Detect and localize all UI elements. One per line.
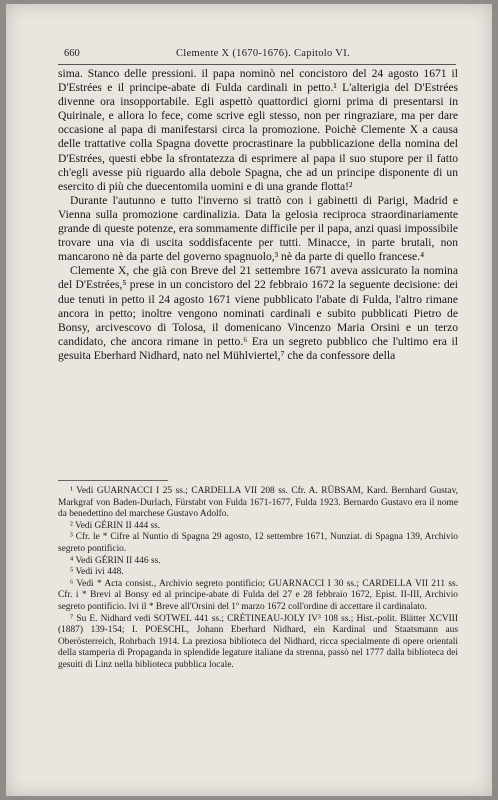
paragraph-1: sima. Stanco delle pressioni. il papa nominò nel concistoro del 24 agosto 1671 il D'Estrées e il principe-abate di Fulda cardinali in petto.¹ L'alterigia del D'Estrées divenne ora insopportabile. Egli aspettò quattordici giorni prima di presentarsi in Quirinale, e allora lo fece, come scrive egli stesso, non per ringraziare, ma per dare occasione al papa di manifestarsi circa la promozione. Poichè Clemente X a causa delle trattative colla Spagna dovette procrastinare la pubblicazione della nomina del D'Estrées, questi ebbe la sfrontatezza di esprimere al papa il suo stupore per il fatto ch'egli avesse più riguardo alla debole Spagna, che ad un principe disponente di un esercito di più che duecentomila uomini e di una grande flotta!² <box>58 67 458 193</box>
footnote-6: ⁶ Vedi * Acta consist., Archivio segreto pontificio; GUARNACCI I 30 ss.; CARDELLA VII 211 ss. Cfr. i * Brevi al Bonsy ed al principe-abate di Fulda del 27 e 28 febbraio 1672, Epist. II-III, Archivio segreto pontificio. Ivi il * Breve all'Orsini del 1º marzo 1672 coll'ordine di accettare il cardinalato. <box>58 578 458 612</box>
paragraph-3: Clemente X, che già con Breve del 21 settembre 1671 aveva assicurato la nomina del D'Estrées,⁵ prese in un concistoro del 22 febbraio 1672 la seguente decisione: dei due tenuti in petto il 24 agosto 1671 viene pubblicato l'abate di Fulda, l'altro rimane ancora in petto; inoltre vengono nominati cardinali e subito pubblicati Pietro de Bonsy, arcivescovo di Tolosa, il domenicano Vincenzo Maria Orsini e un terzo candidato, che ancora rimane in petto.⁶ Era un segreto pubblico che l'ultimo era il gesuita Eberhard Nidhard, nato nel Mühlviertel,⁷ che da confessore della <box>58 264 458 362</box>
footnote-7: ⁷ Su E. Nidhard vedi SOTWEL 441 ss.; CRÉTINEAU-JOLY IV³ 108 ss.; Hist.-polit. Blätter XCVIII (1887) 139-154; I. POESCHL, Johann Eberhard Nidhard, ein Kardinal und Staatsmann aus Oberösterreich, Rohrbach 1914. La preziosa biblioteca del Nidhard, ricca specialmente di opere orientali della stamperia di Propaganda in splendide legature italiane da strenna, passò nel 1777 dalla biblioteca dei gesuiti di Linz nella biblioteca pubblica locale. <box>58 613 458 670</box>
footnote-separator <box>58 480 168 481</box>
page-header <box>64 48 464 64</box>
running-title: Clemente X (1670-1676). Capitolo VI. <box>176 48 350 59</box>
footnote-4: ⁴ Vedi GÉRIN II 446 ss. <box>70 555 161 566</box>
footnotes <box>58 486 458 672</box>
header-rule <box>58 64 456 65</box>
page-number: 660 <box>64 48 80 59</box>
paragraph-2: Durante l'autunno e tutto l'inverno si trattò con i gabinetti di Parigi, Madrid e Vienna sulla promozione cardinalizia. Data la gelosia reciproca straordinariamente grande di queste potenze, era sommamente difficile per il papa, anzi quasi impossibile trovare una via di uscita soddisfacente per tutti. Minacce, in parte brutali, non mancarono nè da parte del governo spagnuolo,³ nè da parte di quello francese.⁴ <box>58 193 458 264</box>
main-text <box>58 67 458 363</box>
footnote-2: ² Vedi GÉRIN II 444 ss. <box>70 520 161 531</box>
footnote-1: ¹ Vedi GUARNACCI I 25 ss.; CARDELLA VII 208 ss. Cfr. A. RÜBSAM, Kard. Bernhard Gustav, Markgraf von Baden-Durlach, Fürstabt von Fulda 1671-1677, Fulda 1923. Bernardo Gustavo era il nome da benedettino del marchese Gustavo Adolfo. <box>58 486 458 520</box>
footnote-5: ⁵ Vedi ivi 448. <box>70 567 124 578</box>
footnote-3: ³ Cfr. le * Cifre al Nuntio di Spagna 29 agosto, 12 settembre 1671, Nunziat. di Spagna 139, Archivio segreto pontificio. <box>58 532 458 554</box>
